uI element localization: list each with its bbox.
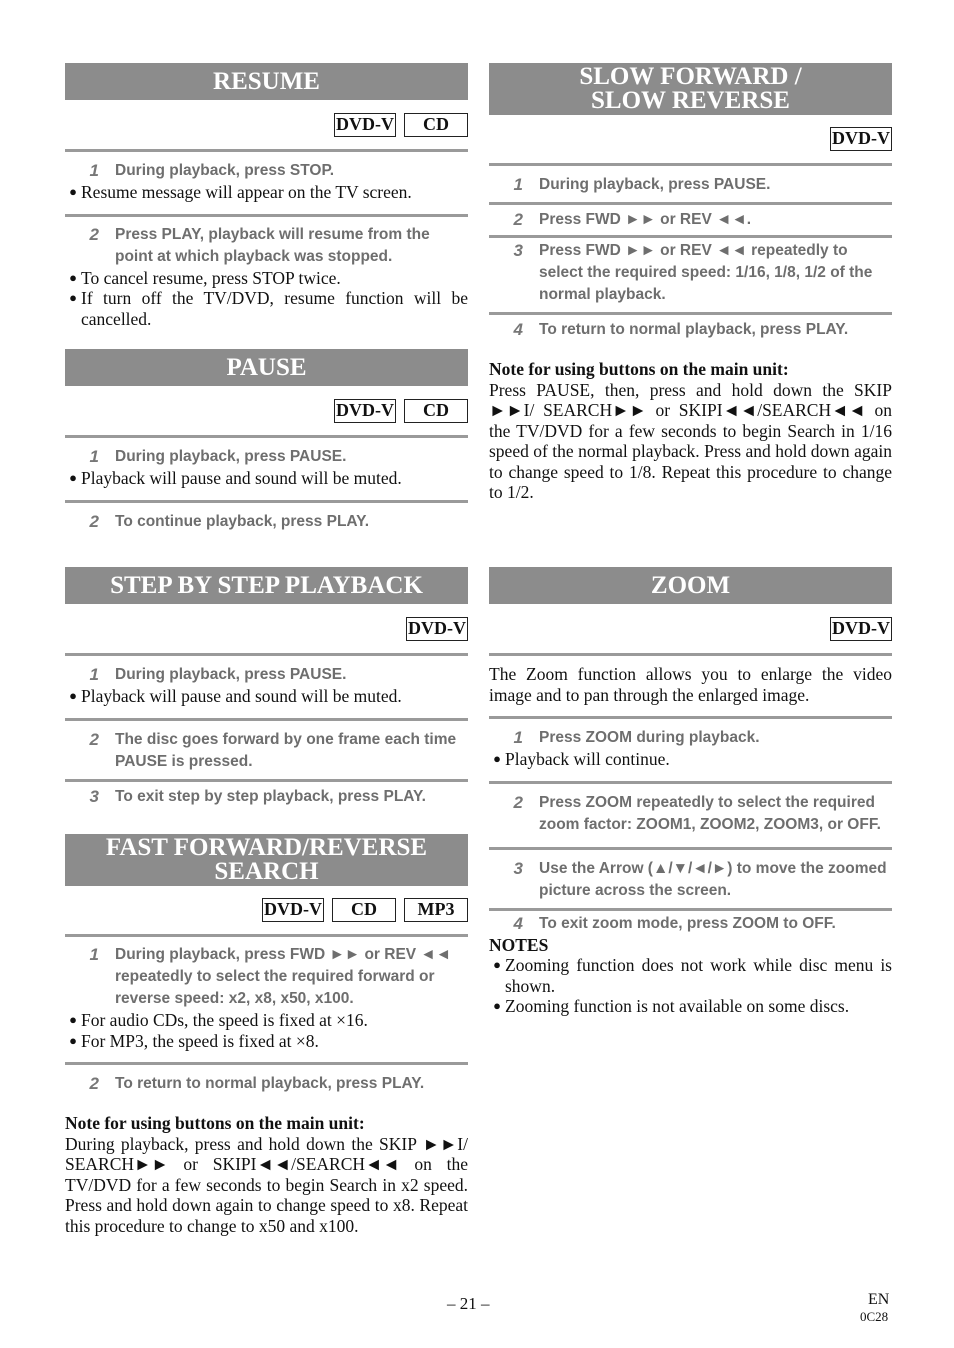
step-text: To return to normal playback, press PLAY. bbox=[115, 1075, 425, 1092]
slow-section bbox=[489, 63, 892, 503]
step-text: Press FWD ►► or REV ◄◄ repeatedly to select the required speed: 1/16, 1/8, 1/2 of the normal playback. bbox=[539, 242, 873, 303]
step-number: 4 bbox=[513, 913, 523, 933]
step-text: To exit step by step playback, press PLAY. bbox=[115, 787, 426, 805]
bullet-dot: ● bbox=[69, 688, 77, 703]
step-text: Press ZOOM during playback. bbox=[539, 729, 760, 746]
step-text: To exit zoom mode, press ZOOM to OFF. bbox=[539, 914, 836, 932]
bullet bbox=[65, 182, 468, 203]
bullet bbox=[65, 468, 468, 489]
step-number: 1 bbox=[513, 728, 523, 747]
bullet-text: To cancel resume, press STOP twice. bbox=[81, 267, 341, 288]
divider bbox=[489, 202, 892, 205]
slow-title-line1: SLOW FORWARD / bbox=[579, 63, 802, 90]
divider bbox=[489, 653, 892, 656]
disc-badges bbox=[65, 399, 468, 423]
bullet bbox=[65, 268, 468, 289]
cd-badge: CD bbox=[332, 898, 396, 922]
bullet-dot: ● bbox=[69, 1032, 77, 1048]
notes-heading: NOTES bbox=[489, 934, 549, 955]
divider bbox=[489, 163, 892, 166]
language-code: EN bbox=[868, 1291, 890, 1308]
divider bbox=[65, 718, 468, 721]
step-text: Press FWD ►► or REV ◄◄. bbox=[539, 211, 752, 228]
step-3 bbox=[65, 786, 468, 808]
bullet-text: For MP3, the speed is fixed at ×8. bbox=[81, 1030, 319, 1051]
fast-search-section bbox=[65, 834, 468, 1236]
step-playback-section bbox=[65, 567, 468, 808]
bullet bbox=[65, 1031, 468, 1052]
bullet-dot: ● bbox=[69, 184, 77, 199]
bullet bbox=[65, 1010, 468, 1031]
dvd-badge: DVD-V bbox=[830, 127, 892, 151]
step-number: 3 bbox=[89, 786, 99, 806]
fast-search-title-line2: SEARCH bbox=[214, 858, 319, 885]
bullet-text: For audio CDs, the speed is fixed at ×16. bbox=[81, 1010, 368, 1030]
disc-badges bbox=[65, 617, 468, 641]
zoom-title bbox=[489, 567, 892, 604]
bullet-text: Resume message will appear on the TV screen. bbox=[81, 182, 412, 202]
step-4 bbox=[489, 319, 892, 341]
bullet-dot: ● bbox=[493, 957, 501, 972]
step-number: 2 bbox=[513, 792, 523, 812]
step-1 bbox=[65, 160, 468, 182]
fast-search-title-line1: FAST FORWARD/REVERSE bbox=[105, 834, 428, 861]
step-number: 2 bbox=[89, 224, 99, 244]
step-1 bbox=[489, 174, 892, 196]
step-text: During playback, press PAUSE. bbox=[115, 448, 347, 465]
fast-search-title bbox=[65, 834, 468, 886]
bullet bbox=[65, 686, 468, 707]
bullet-dot: ● bbox=[69, 1012, 77, 1027]
bullet-text: If turn off the TV/DVD, resume function will be cancelled. bbox=[81, 288, 468, 329]
step-number: 2 bbox=[513, 210, 523, 229]
bullet-dot: ● bbox=[69, 470, 77, 485]
step-text: During playback, press STOP. bbox=[115, 162, 335, 179]
divider bbox=[489, 847, 892, 850]
step-2 bbox=[65, 511, 468, 533]
step-number: 1 bbox=[89, 665, 99, 684]
step-2 bbox=[489, 792, 892, 836]
bullet bbox=[489, 749, 892, 770]
dvd-badge: DVD-V bbox=[406, 617, 468, 641]
page-number: – 21 – bbox=[447, 1294, 490, 1313]
dvd-badge: DVD-V bbox=[830, 617, 892, 641]
bullet-dot: ● bbox=[493, 998, 501, 1013]
note-heading: Note for using buttons on the main unit: bbox=[489, 359, 789, 379]
divider bbox=[489, 312, 892, 315]
zoom-intro: The Zoom function allows you to enlarge the video image and to pan through the enlarged image. bbox=[489, 664, 892, 705]
divider bbox=[65, 435, 468, 438]
step-3 bbox=[489, 858, 892, 902]
bullet-text: Playback will pause and sound will be muted. bbox=[81, 468, 402, 488]
divider bbox=[65, 214, 468, 217]
step-3 bbox=[489, 240, 892, 306]
pause-title bbox=[65, 349, 468, 386]
step-playback-title bbox=[65, 567, 468, 604]
divider bbox=[65, 500, 468, 503]
disc-badges bbox=[65, 898, 468, 922]
dvd-badge: DVD-V bbox=[262, 898, 324, 922]
note-bullet bbox=[489, 955, 892, 996]
step-2 bbox=[65, 224, 468, 268]
step-number: 2 bbox=[89, 511, 99, 531]
step-number: 1 bbox=[89, 945, 99, 964]
dvd-badge: DVD-V bbox=[334, 399, 396, 423]
step-number: 3 bbox=[513, 241, 523, 260]
resume-section bbox=[65, 63, 468, 329]
disc-badges bbox=[65, 113, 468, 137]
dvd-badge: DVD-V bbox=[334, 113, 396, 137]
step-2 bbox=[65, 729, 468, 773]
step-number: 1 bbox=[513, 175, 523, 194]
step-number: 3 bbox=[513, 858, 523, 878]
divider bbox=[65, 149, 468, 152]
divider bbox=[489, 908, 892, 911]
step-1 bbox=[65, 446, 468, 468]
note-heading: Note for using buttons on the main unit: bbox=[65, 1113, 365, 1133]
resume-title-text: RESUME bbox=[213, 67, 320, 95]
step-text: To return to normal playback, press PLAY. bbox=[539, 321, 849, 338]
bullet-text: Zooming function does not work while disc menu is shown. bbox=[505, 955, 892, 996]
step-text: During playback, press PAUSE. bbox=[539, 176, 771, 193]
step-playback-title-text: STEP BY STEP PLAYBACK bbox=[110, 571, 423, 599]
step-2 bbox=[489, 209, 892, 231]
divider bbox=[65, 653, 468, 656]
step-1 bbox=[65, 664, 468, 686]
disc-badges bbox=[489, 127, 892, 151]
step-text: During playback, press PAUSE. bbox=[115, 666, 347, 683]
bullet-text: Playback will pause and sound will be muted. bbox=[81, 686, 402, 706]
note-text: During playback, press and hold down the SKIP ►►I/ SEARCH►► or SKIPI◄◄/SEARCH◄◄ on the TV/DVD for a few seconds to begin Search in x2 speed. Press and hold down again to change speed to x8. Repeat this procedure to change to x50 and x100. bbox=[65, 1133, 468, 1236]
bullet-text: Playback will continue. bbox=[505, 749, 670, 769]
document-code: 0C28 bbox=[860, 1309, 889, 1324]
step-text: During playback, press FWD ►► or REV ◄◄ repeatedly to select the required forward or reverse speed: x2, x8, x50, x100. bbox=[115, 946, 452, 1007]
note-bullet bbox=[489, 996, 892, 1017]
step-1 bbox=[65, 944, 468, 1010]
step-text: To continue playback, press PLAY. bbox=[115, 512, 370, 530]
zoom-section bbox=[489, 567, 892, 1017]
pause-title-text: PAUSE bbox=[226, 353, 307, 381]
step-text: Press ZOOM repeatedly to select the required zoom factor: ZOOM1, ZOOM2, ZOOM3, or OFF. bbox=[539, 793, 881, 833]
pause-section bbox=[65, 349, 468, 533]
divider bbox=[489, 235, 892, 238]
divider bbox=[65, 779, 468, 782]
step-number: 1 bbox=[89, 447, 99, 466]
divider bbox=[489, 716, 892, 719]
step-number: 2 bbox=[89, 1074, 99, 1093]
step-text: Use the Arrow (▲/▼/◄/►) to move the zoomed picture across the screen. bbox=[539, 859, 887, 899]
cd-badge: CD bbox=[404, 113, 468, 137]
bullet-text: Zooming function is not available on some discs. bbox=[505, 996, 850, 1016]
bullet-dot: ● bbox=[69, 290, 77, 305]
slow-title bbox=[489, 63, 892, 115]
note-text: Press PAUSE, then, press and hold down the SKIP ►►I/ SEARCH►► or SKIPI◄◄/SEARCH◄◄ on the TV/DVD for a few seconds to begin Search in 1/16 speed of the normal playback. Press and hold down again to change speed to 1/8. Repeat this procedure to change to 1/2. bbox=[489, 379, 892, 502]
bullet-dot: ● bbox=[69, 269, 77, 285]
step-text: The disc goes forward by one frame each time PAUSE is pressed. bbox=[115, 730, 457, 770]
mp3-badge: MP3 bbox=[404, 898, 468, 922]
divider bbox=[65, 1062, 468, 1065]
zoom-title-text: ZOOM bbox=[650, 571, 731, 599]
divider bbox=[489, 781, 892, 784]
resume-title bbox=[65, 63, 468, 100]
step-4 bbox=[489, 913, 892, 935]
bullet bbox=[65, 288, 468, 329]
step-number: 4 bbox=[513, 320, 523, 339]
bullet-dot: ● bbox=[493, 751, 501, 766]
cd-badge: CD bbox=[404, 399, 468, 423]
step-number: 1 bbox=[89, 161, 99, 180]
step-1 bbox=[489, 727, 892, 749]
step-number: 2 bbox=[89, 729, 99, 749]
divider bbox=[65, 934, 468, 937]
step-text: Press PLAY, playback will resume from the point at which playback was stopped. bbox=[115, 225, 430, 265]
step-2 bbox=[65, 1073, 468, 1095]
slow-title-line2: SLOW REVERSE bbox=[591, 87, 790, 114]
disc-badges bbox=[489, 617, 892, 641]
